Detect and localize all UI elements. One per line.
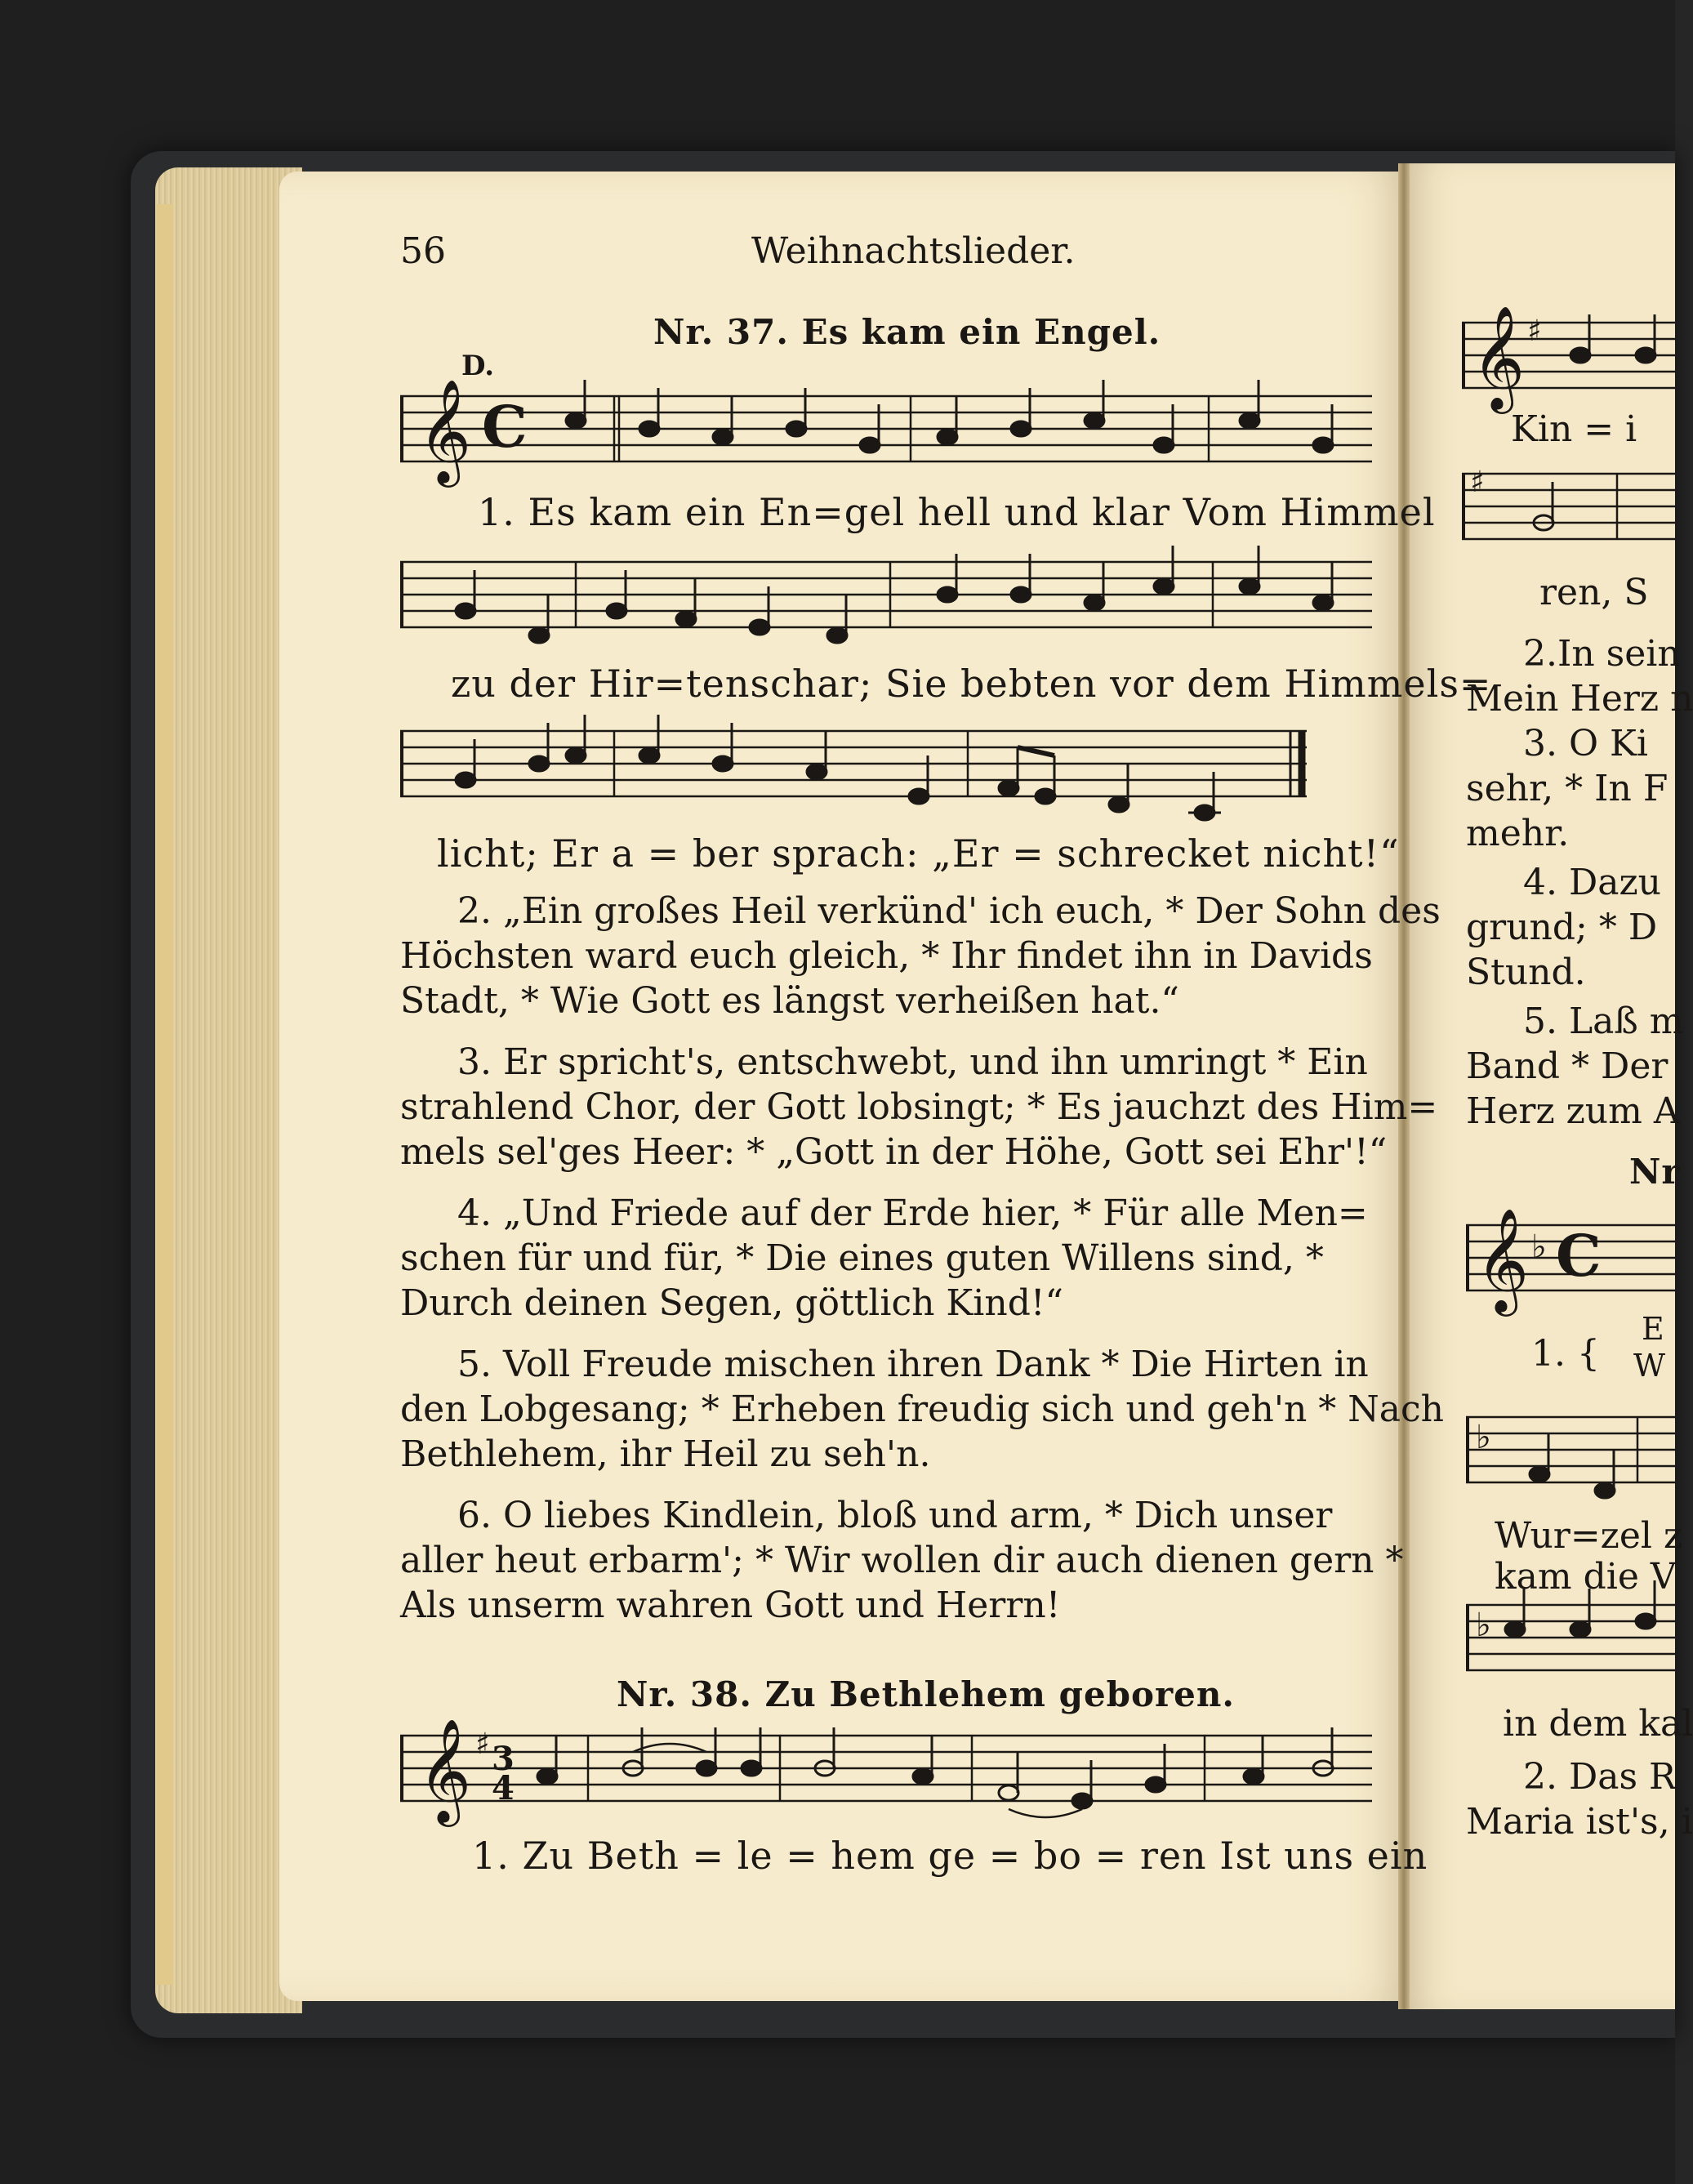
right-line-brace-bottom: W — [1633, 1348, 1666, 1384]
svg-text:♯: ♯ — [475, 1727, 490, 1761]
right-line-2: ren, S — [1539, 572, 1649, 613]
verse-3-line-3: mels sel'ges Heer: * „Gott in der Höhe, Gott sei Ehr'!“ — [400, 1131, 1388, 1173]
svg-text:C: C — [482, 393, 528, 461]
right-line-3: 2.In sein — [1523, 633, 1681, 675]
verse-2-line-2: Höchsten ward euch gleich, * Ihr findet ihn in Davids — [400, 935, 1373, 977]
verse-6-line-2: aller heut erbarm'; * Wir wollen dir auch dienen gern * — [400, 1540, 1404, 1581]
song37-key-mark: D. — [461, 350, 495, 382]
song38-lyric-line-1: 1. Zu Beth = le = hem ge = bo = ren Ist uns ein — [472, 1834, 1428, 1878]
svg-text:𝄞: 𝄞 — [418, 1718, 472, 1822]
right-staff-5 — [1466, 1605, 1675, 1687]
right-line-17: 2. Das R — [1523, 1756, 1677, 1798]
right-line-8: 4. Dazu — [1523, 862, 1661, 903]
right-line-5: 3. O Ki — [1523, 723, 1648, 764]
verse-6-line-1: 6. O liebes Kindlein, bloß und arm, * Dich unser — [457, 1495, 1333, 1536]
right-staff-1 — [1462, 305, 1675, 409]
svg-text:𝄞: 𝄞 — [1476, 1207, 1530, 1312]
song38-title: Nr. 38. Zu Bethlehem geboren. — [617, 1674, 1236, 1714]
music-staff-4 — [400, 1718, 1372, 1842]
svg-text:♯: ♯ — [1470, 466, 1485, 499]
verse-4-line-2: schen für und für, * Die eines guten Willens sind, * — [400, 1237, 1324, 1279]
svg-text:C: C — [1556, 1222, 1602, 1290]
right-line-18: Maria ist's, i — [1466, 1801, 1693, 1843]
right-line-brace-top: E — [1642, 1311, 1664, 1347]
verse-2-line-1: 2. „Ein großes Heil verkünd' ich euch, * Der Sohn des — [457, 890, 1441, 932]
right-line-13: Herz zum A — [1466, 1090, 1680, 1132]
song37-lyric-line-2: zu der Hir=tenschar; Sie bebten vor dem Himmels= — [451, 662, 1492, 706]
right-staff-3 — [1466, 1207, 1675, 1312]
music-staff-3 — [400, 731, 1372, 837]
right-line-1: Kin = i — [1511, 408, 1637, 450]
right-song-title: Nr — [1629, 1152, 1681, 1192]
svg-text:♯: ♯ — [1527, 314, 1542, 348]
right-staff-2 — [1462, 466, 1675, 555]
right-line-14: Wur=zel z — [1495, 1515, 1683, 1557]
running-head: Weihnachtslieder. — [751, 230, 1076, 272]
song37-title: Nr. 37. Es kam ein Engel. — [653, 312, 1161, 352]
svg-text:4: 4 — [492, 1769, 515, 1807]
page-number: 56 — [400, 230, 446, 272]
right-line-16: in dem kal — [1503, 1703, 1693, 1745]
spine-strip — [157, 204, 173, 1985]
right-line-11: 5. Laß m — [1523, 1001, 1684, 1042]
verse-5-line-2: den Lobgesang; * Erheben freudig sich und geh'n * Nach — [400, 1388, 1444, 1430]
song37-lyric-line-1: 1. Es kam ein En=gel hell und klar Vom Himmel — [478, 490, 1436, 534]
music-staff-2 — [400, 562, 1372, 660]
verse-3-line-2: strahlend Chor, der Gott lobsingt; * Es jauchzt des Him= — [400, 1086, 1438, 1128]
verse-4-line-3: Durch deinen Segen, göttlich Kind!“ — [400, 1282, 1064, 1324]
svg-text:♭: ♭ — [1531, 1228, 1547, 1266]
right-line-10: Stund. — [1466, 952, 1586, 993]
right-line-15: kam die V — [1495, 1556, 1677, 1598]
right-line-12: Band * Der — [1466, 1045, 1668, 1087]
svg-text:♭: ♭ — [1476, 1607, 1491, 1644]
right-line-9: grund; * D — [1466, 907, 1658, 948]
verse-4-line-1: 4. „Und Friede auf der Erde hier, * Für alle Men= — [457, 1192, 1368, 1234]
right-line-7: mehr. — [1466, 813, 1570, 854]
right-line-verse-num: 1. { — [1531, 1333, 1600, 1375]
svg-text:𝄞: 𝄞 — [1472, 305, 1526, 409]
right-line-6: sehr, * In F — [1466, 768, 1668, 809]
verse-5-line-1: 5. Voll Freude mischen ihren Dank * Die Hirten in — [457, 1344, 1369, 1385]
svg-text:𝄞: 𝄞 — [418, 378, 472, 483]
right-staff-4 — [1466, 1417, 1675, 1499]
right-line-4: Mein Herz n — [1466, 678, 1693, 720]
verse-6-line-3: Als unserm wahren Gott und Herrn! — [400, 1585, 1061, 1626]
svg-text:♭: ♭ — [1476, 1419, 1491, 1456]
music-staff-1 — [400, 378, 1372, 494]
song37-lyric-line-3: licht; Er a = ber sprach: „Er = schrecket nicht!“ — [437, 831, 1400, 876]
verse-2-line-3: Stadt, * Wie Gott es längst verheißen hat.“ — [400, 980, 1179, 1022]
verse-5-line-3: Bethlehem, ihr Heil zu seh'n. — [400, 1433, 931, 1475]
verse-3-line-1: 3. Er spricht's, entschwebt, und ihn umringt * Ein — [457, 1041, 1368, 1083]
svg-text:3: 3 — [492, 1740, 515, 1778]
